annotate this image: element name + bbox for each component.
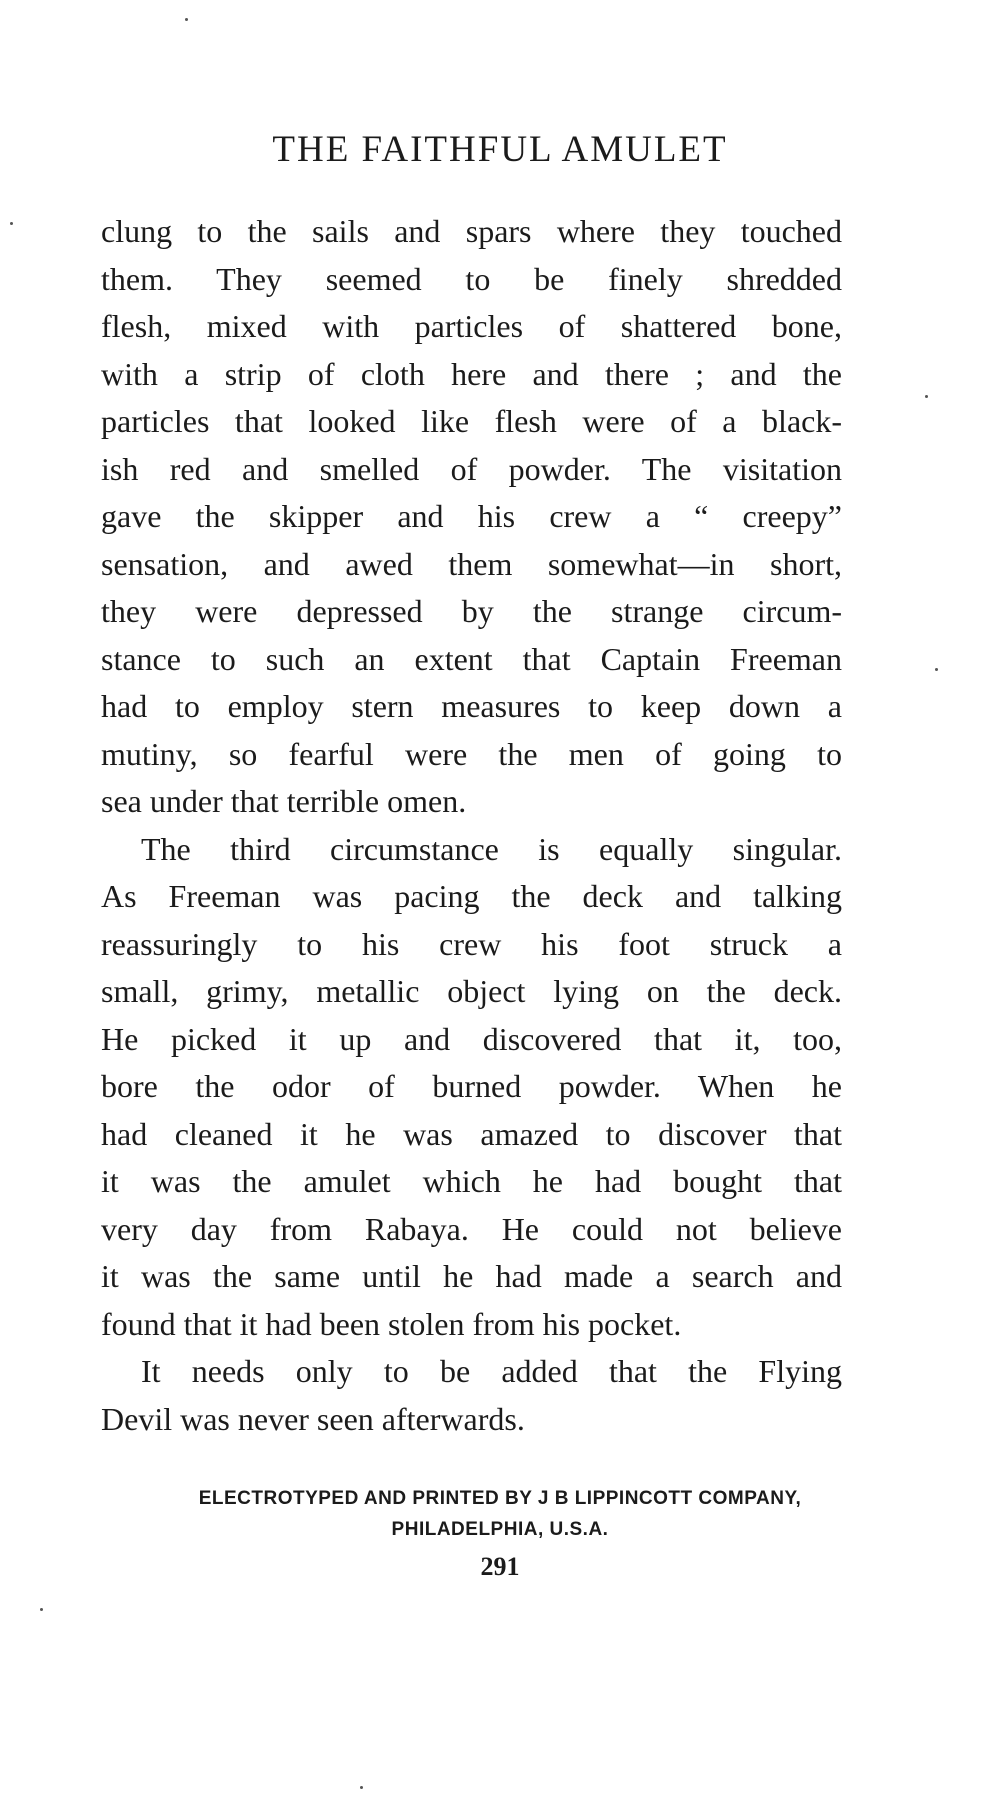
scan-speck [935,668,938,671]
scan-speck [10,222,13,225]
text-line: had to employ stern measures to keep down a [101,688,842,724]
text-line: reassuringly to his crew his foot struck a [101,925,842,962]
text-line: bore the odor of burned powder. When he [101,1068,842,1104]
text-line: As Freeman was pacing the deck and talking [101,878,842,914]
text-line: stance to such an extent that Captain Freeman [101,640,842,677]
text-line: sensation, and awed them somewhat—in short, [101,545,842,582]
paragraph [101,208,842,826]
paragraph [101,1348,842,1443]
text-line: had cleaned it he was amazed to discover that [101,1115,842,1152]
text-line: mutiny, so fearful were the men of going to [101,735,842,772]
text-line: particles that looked like flesh were of a black- [101,403,842,439]
text-line: He picked it up and discovered that it, too, [101,1020,842,1057]
running-head: THE FAITHFUL AMULET [272,129,728,170]
colophon-line-1: ELECTROTYPED AND PRINTED BY J B LIPPINCOTT COMPANY, [198,1488,802,1509]
text-line: The third circumstance is equally singular. [141,830,842,867]
text-line: very day from Rabaya. He could not believe [101,1210,842,1247]
text-line: gave the skipper and his crew a “ creepy” [101,498,842,534]
text-line: with a strip of cloth here and there ; and the [101,355,842,392]
scan-speck [185,18,188,21]
text-line: small, grimy, metallic object lying on the deck. [101,973,842,1009]
scan-speck [925,395,928,398]
body-text [101,208,842,1443]
text-line: it was the amulet which he had bought that [101,1163,842,1199]
scan-speck [40,1608,43,1611]
text-line: Devil was never seen afterwards. [101,1400,525,1437]
text-line: they were depressed by the strange circum- [101,593,842,629]
text-line: them. They seemed to be finely shredded [101,260,842,297]
text-line: ish red and smelled of powder. The visitation [101,450,842,487]
text-line: It needs only to be added that the Flying [141,1353,842,1389]
text-line: it was the same until he had made a search and [101,1258,842,1294]
text-line: found that it had been stolen from his pocket. [101,1305,682,1342]
printer-colophon [0,1483,1000,1545]
colophon-line-2: PHILADELPHIA, U.S.A. [391,1519,609,1540]
text-line: clung to the sails and spars where they touched [101,213,842,249]
text-line: flesh, mixed with particles of shattered bone, [101,308,842,344]
text-line: sea under that terrible omen. [101,783,467,819]
page-number: 291 [480,1552,520,1581]
scan-speck [360,1786,363,1789]
paragraph [101,826,842,1349]
